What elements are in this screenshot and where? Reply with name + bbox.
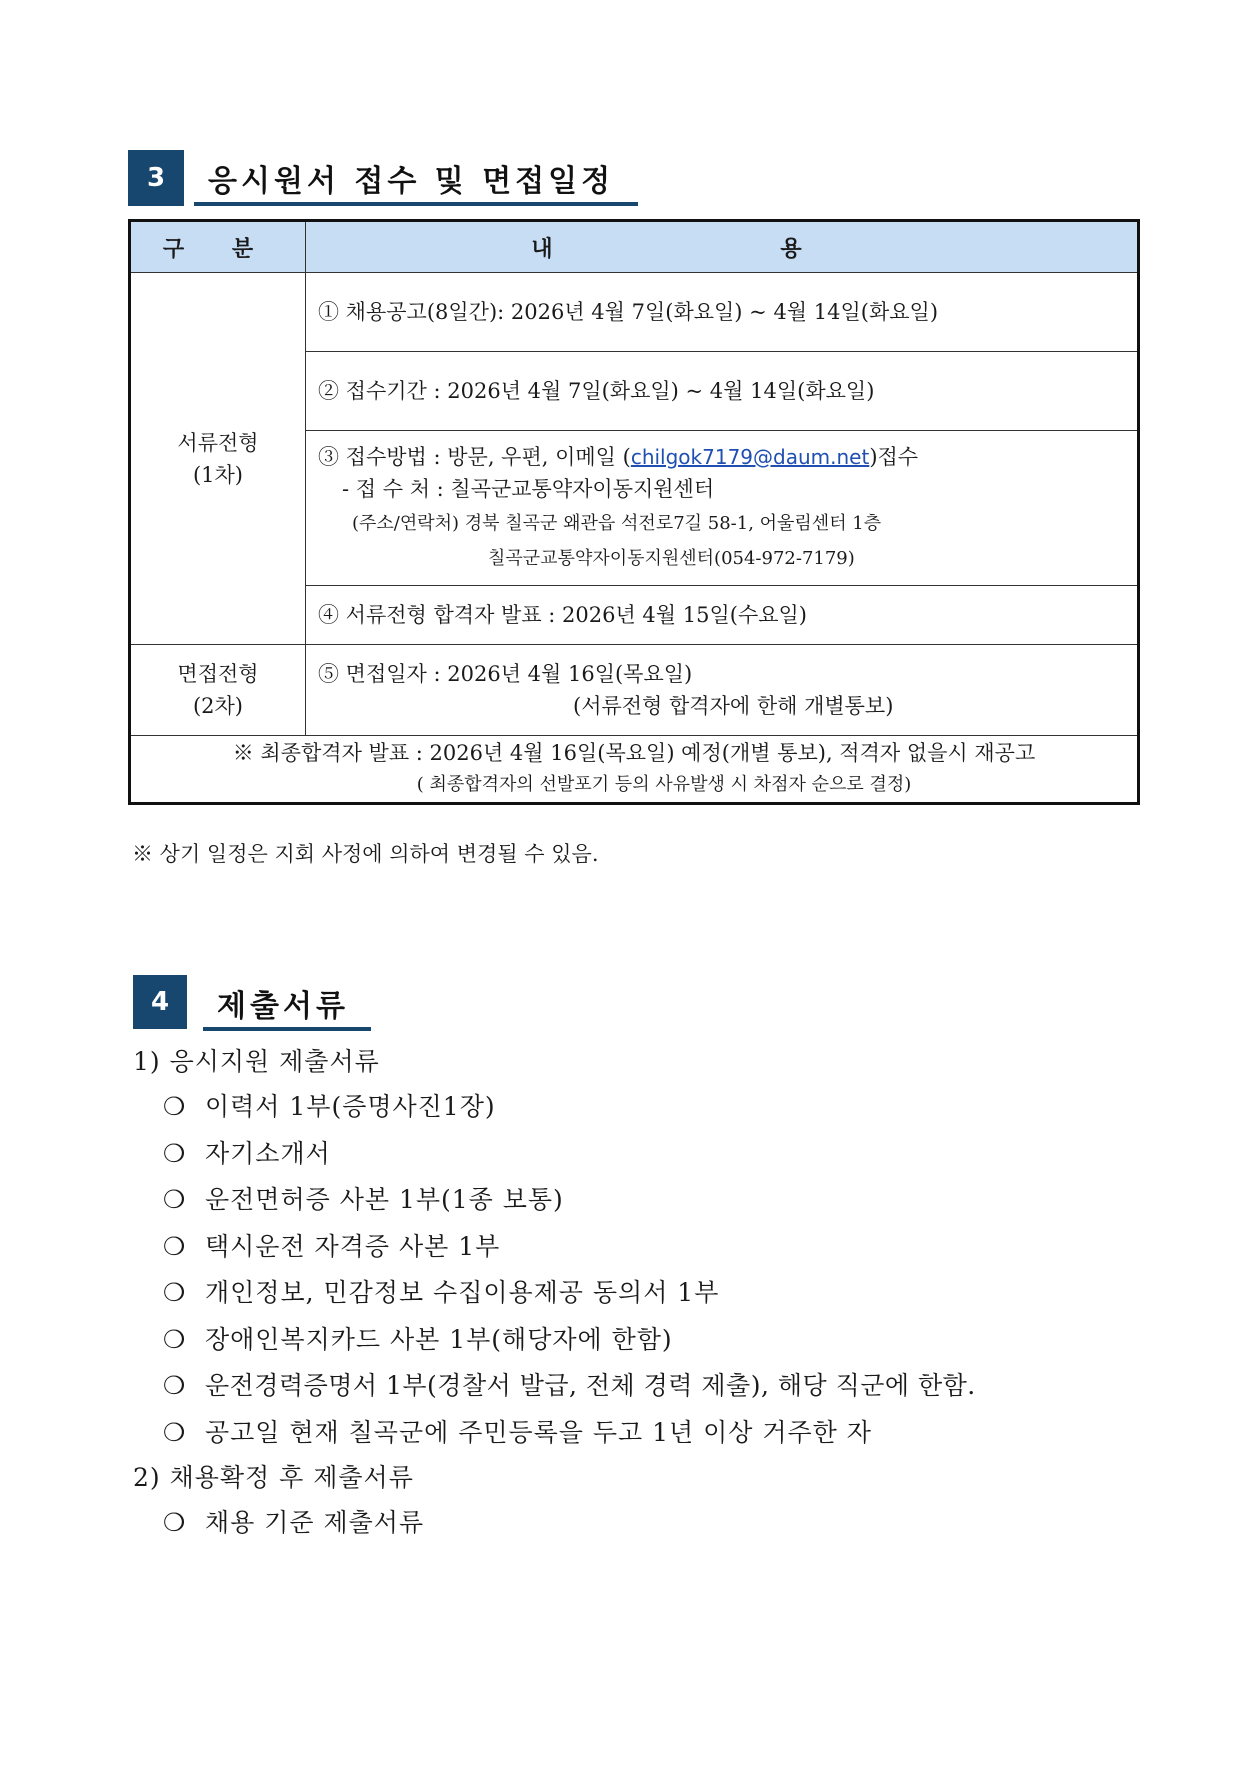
final-announcement-note	[130, 736, 1139, 804]
method-prefix: ③ 접수방법 : 방문, 우편, 이메일 (	[318, 445, 631, 469]
table-row	[130, 736, 1139, 804]
list-item	[133, 1084, 976, 1131]
row-text: ⑤ 면접일자 : 2026년 4월 16일(목요일)	[318, 662, 693, 686]
address-line: (주소/연락처) 경북 칠곡군 왜관읍 석전로7길 58-1, 어울림센터 1층	[352, 513, 882, 534]
list-item	[133, 1131, 976, 1178]
item-text: 개인정보, 민감정보 수집이용제공 동의서 1부	[205, 1278, 720, 1307]
row-text: ④ 서류전형 합격자 발표 : 2026년 4월 15일(수요일)	[318, 603, 808, 627]
section-number-badge: 4	[133, 975, 187, 1029]
circle-bullet-icon: ❍	[163, 1324, 187, 1354]
list-item	[133, 1410, 976, 1457]
note-line: ※ 최종합격자 발표 : 2026년 4월 16일(목요일) 예정(개별 통보), 적격자 없을시 재공고	[232, 741, 1036, 765]
item-text: 장애인복지카드 사본 1부(해당자에 한함)	[205, 1324, 673, 1354]
list-item	[133, 1500, 976, 1547]
schedule-table	[128, 219, 1140, 805]
circle-bullet-icon: ❍	[163, 1278, 187, 1307]
circle-bullet-icon: ❍	[163, 1231, 187, 1261]
section-title: 응시원서 접수 및 면접일정	[208, 164, 615, 199]
circle-bullet-icon: ❍	[163, 1371, 186, 1400]
circle-bullet-icon: ❍	[163, 1138, 187, 1168]
item-text: 운전면허증 사본 1부(1종 보통)	[205, 1185, 564, 1214]
schedule-change-note: ※ 상기 일정은 지회 사정에 의하여 변경될 수 있음.	[132, 842, 599, 866]
row-application-method	[306, 431, 1139, 586]
item-text: 운전경력증명서 1부(경찰서 발급, 전체 경력 제출), 해당 직군에 한함.	[205, 1371, 976, 1400]
email-link[interactable]: chilgok7179@daum.net	[630, 445, 870, 469]
application-method-line	[318, 441, 1125, 473]
category-sublabel: (1차)	[192, 462, 244, 487]
section-underline	[203, 1027, 371, 1031]
list-item	[133, 1177, 976, 1224]
category-document-screening	[130, 273, 306, 645]
category-sublabel: (2차)	[192, 694, 244, 718]
table-header-row	[130, 221, 1139, 273]
header-content: 내 용	[306, 221, 1139, 273]
row-interview-date	[306, 645, 1139, 736]
circle-bullet-icon: ❍	[163, 1417, 187, 1447]
group-label-application: 1) 응시지원 제출서류	[133, 1047, 380, 1076]
circle-bullet-icon: ❍	[163, 1185, 187, 1214]
circle-bullet-icon: ❍	[163, 1508, 187, 1537]
section-title: 제출서류	[217, 989, 349, 1024]
list-item	[133, 1224, 976, 1271]
method-suffix: )접수	[869, 445, 919, 469]
row-recruitment-notice	[306, 273, 1139, 352]
row-text: ② 접수기간 : 2026년 4월 7일(화요일) ~ 4월 14일(화요일)	[318, 379, 875, 403]
item-text: 자기소개서	[205, 1138, 331, 1168]
row-application-period	[306, 352, 1139, 431]
section-underline	[194, 202, 638, 206]
note-subline: ( 최종합격자의 선발포기 등의 사유발생 시 차점자 순으로 결정)	[416, 774, 912, 795]
list-item	[133, 1317, 976, 1364]
list-item	[133, 1270, 976, 1317]
contact-line: 칠곡군교통약자이동지원센터(054-972-7179)	[488, 548, 855, 569]
header-category: 구 분	[130, 221, 306, 273]
category-label: 서류전형	[177, 430, 259, 455]
section-3-heading	[128, 150, 638, 206]
row-subtext: (서류전형 합격자에 한해 개별통보)	[573, 694, 894, 718]
item-text: 채용 기준 제출서류	[205, 1508, 425, 1537]
application-place: - 접 수 처 : 칠곡군교통약자이동지원센터	[342, 477, 715, 501]
item-text: 이력서 1부(증명사진1장)	[205, 1092, 496, 1121]
list-item	[133, 1363, 976, 1410]
group-label-after-hire: 2) 채용확정 후 제출서류	[133, 1463, 414, 1492]
row-screening-result	[306, 586, 1139, 645]
table-row	[130, 273, 1139, 352]
row-text: ① 채용공고(8일간): 2026년 4월 7일(화요일) ~ 4월 14일(화요일)	[318, 300, 939, 324]
category-label: 면접전형	[177, 662, 259, 686]
item-text: 공고일 현재 칠곡군에 주민등록을 두고 1년 이상 거주한 자	[205, 1417, 872, 1447]
category-interview	[130, 645, 306, 736]
section-4-heading	[133, 975, 373, 1031]
section-number-badge: 3	[128, 150, 184, 206]
circle-bullet-icon: ❍	[163, 1092, 187, 1121]
documents-list	[133, 1040, 976, 1547]
item-text: 택시운전 자격증 사본 1부	[205, 1231, 501, 1261]
table-row	[130, 645, 1139, 736]
